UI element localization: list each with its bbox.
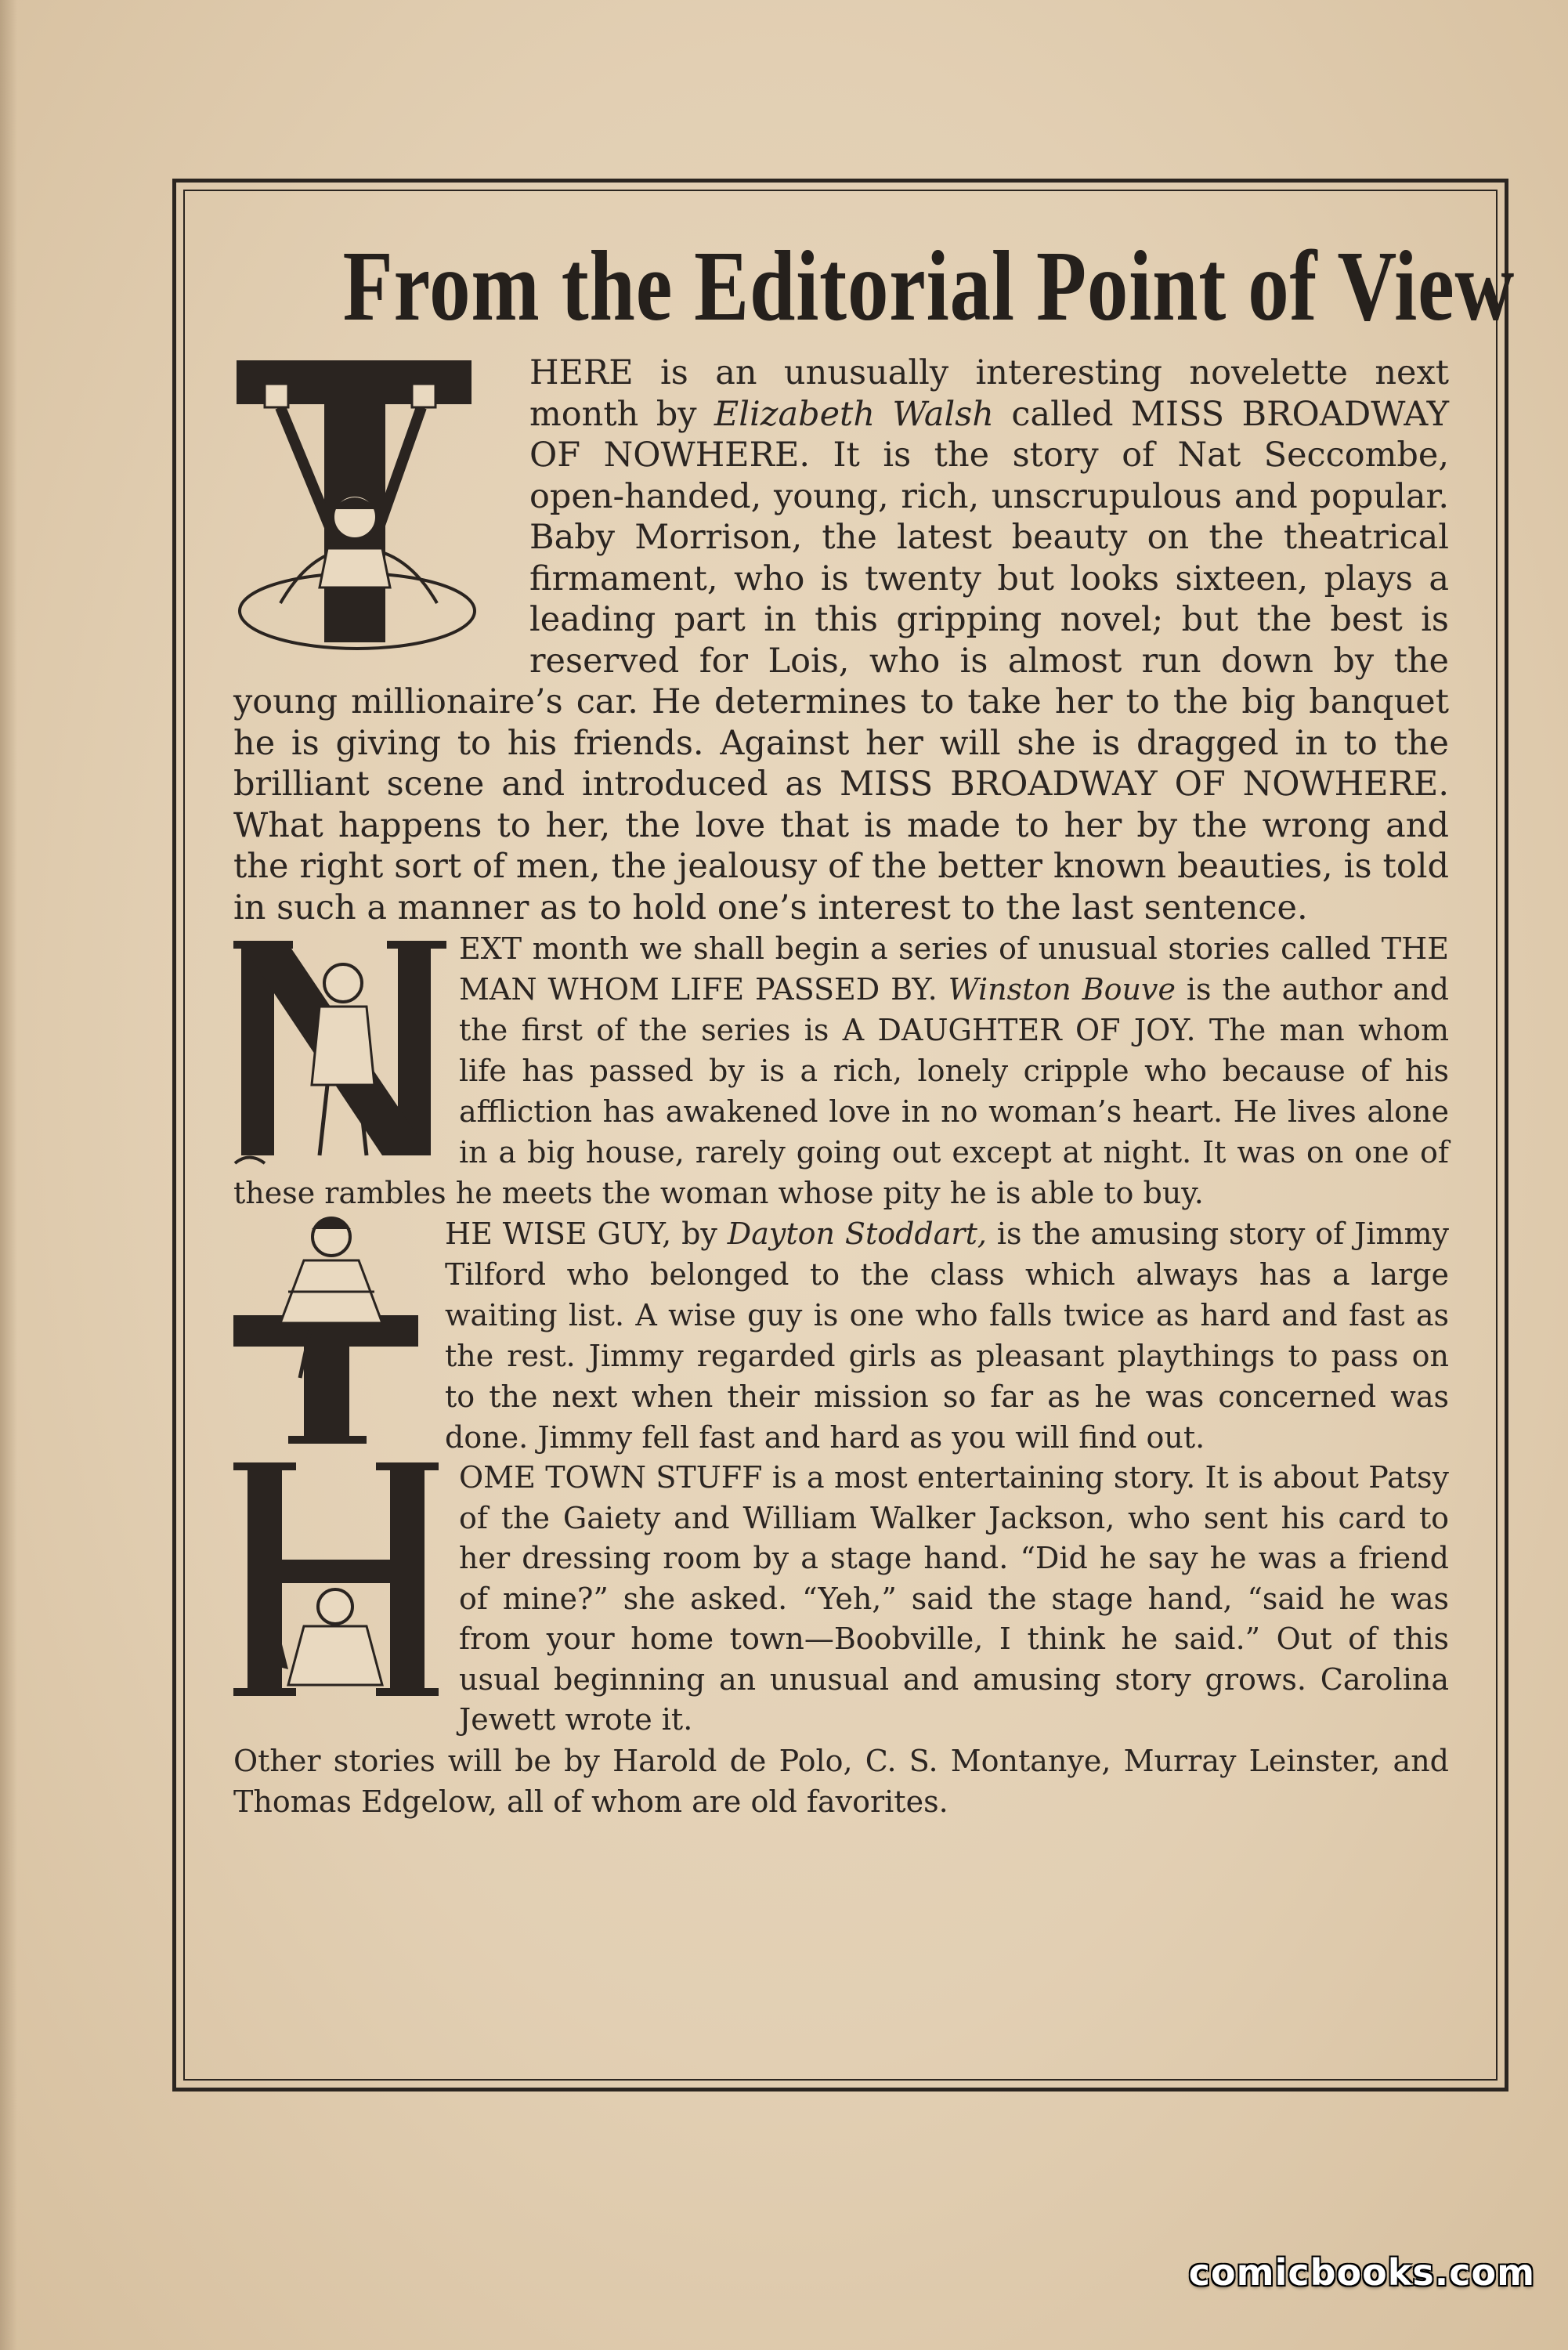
drop-cap-t-girl-illustration: [233, 1213, 437, 1448]
paragraph-text: is the author and the first of the series is A DAUGHTER OF JOY. The man whom life has passed by is a rich, lonely cripple who because of his affliction has awakened love in no woman’s heart. He lives alone in a big house, rarely going out except at night. It was on one of these rambles he meets the woman whose pity he is able to buy.: [233, 972, 1449, 1210]
drop-cap-n-illustration: [233, 928, 451, 1171]
closing-paragraph: Other stories will be by Harold de Polo, C. S. Montanye, Murray Leinster, and Thomas Edgelow, all of whom are old favorites.: [233, 1743, 1449, 1819]
paragraph-text: HERE is an unusually interesting novelette next month by: [529, 353, 1449, 434]
author-name: Winston Bouve: [948, 972, 1176, 1007]
article: [233, 219, 1516, 1822]
paragraph-man-whom-life-passed-by: [233, 928, 1449, 1213]
drop-cap-t-illustration: [233, 352, 522, 658]
watermark: comicbooks.com: [1188, 2251, 1535, 2294]
page-edge-shadow: [0, 0, 17, 2350]
paragraph-miss-broadway: [233, 352, 1449, 928]
paragraph-text: HE WISE GUY, by: [445, 1217, 728, 1251]
article-title: From the Editorial Point of View: [342, 230, 1516, 342]
paragraph-text: OME TOWN STUFF is a most entertaining story. It is about Patsy of the Gaiety and William Walker Jackson, who sent his card to her dressing room by a stage hand. “Did he say he was a friend of mine?” she asked. “Yeh,” said the stage hand, “said he was from your home town—Boobville, I think he said.” Out of this usual beginning an unusual and amusing story grows. Carolina Jewett wrote it.: [459, 1460, 1449, 1737]
drop-cap-h-illustration: [233, 1458, 451, 1701]
author-name: Elizabeth Walsh: [714, 394, 994, 434]
paragraph-text: called MISS BROADWAY OF NOWHERE. It is the story of Nat Seccombe, open-handed, young, rich, unscrupulous and popular. Baby Morrison, the latest beauty on the theatrical firmament, who is twenty but looks sixteen, plays a leading part in this gripping novel; but the best is reserved for Lois, who is almost run down by the young millionaire’s car. He determines to take her to the big banquet he is giving to his friends. Against her will she is dragged in to the brilliant scene and introduced as MISS BROADWAY OF NOWHERE. What happens to her, the love that is made to her by the wrong and the right sort of men, the jealousy of the better known beauties, is told in such a manner as to hold one’s interest to the last sentence.: [233, 394, 1449, 927]
paragraph-text: EXT month we shall begin a series of unusual stories called THE MAN WHOM LIFE PASSED BY.: [459, 931, 1449, 1007]
paragraph-home-town-stuff: [233, 1458, 1449, 1741]
paragraph-wise-guy: [233, 1213, 1449, 1458]
author-name: Dayton Stoddart,: [727, 1217, 987, 1251]
paragraph-text: is the amusing story of Jimmy Tilford who belonged to the class which always has a large waiting list. A wise guy is one who falls twice as hard and fast as the rest. Jimmy regarded girls as pleasant playthings to pass on to the next when their mission so far as he was concerned was done. Jimmy fell fast and hard as you will find out.: [445, 1217, 1450, 1455]
